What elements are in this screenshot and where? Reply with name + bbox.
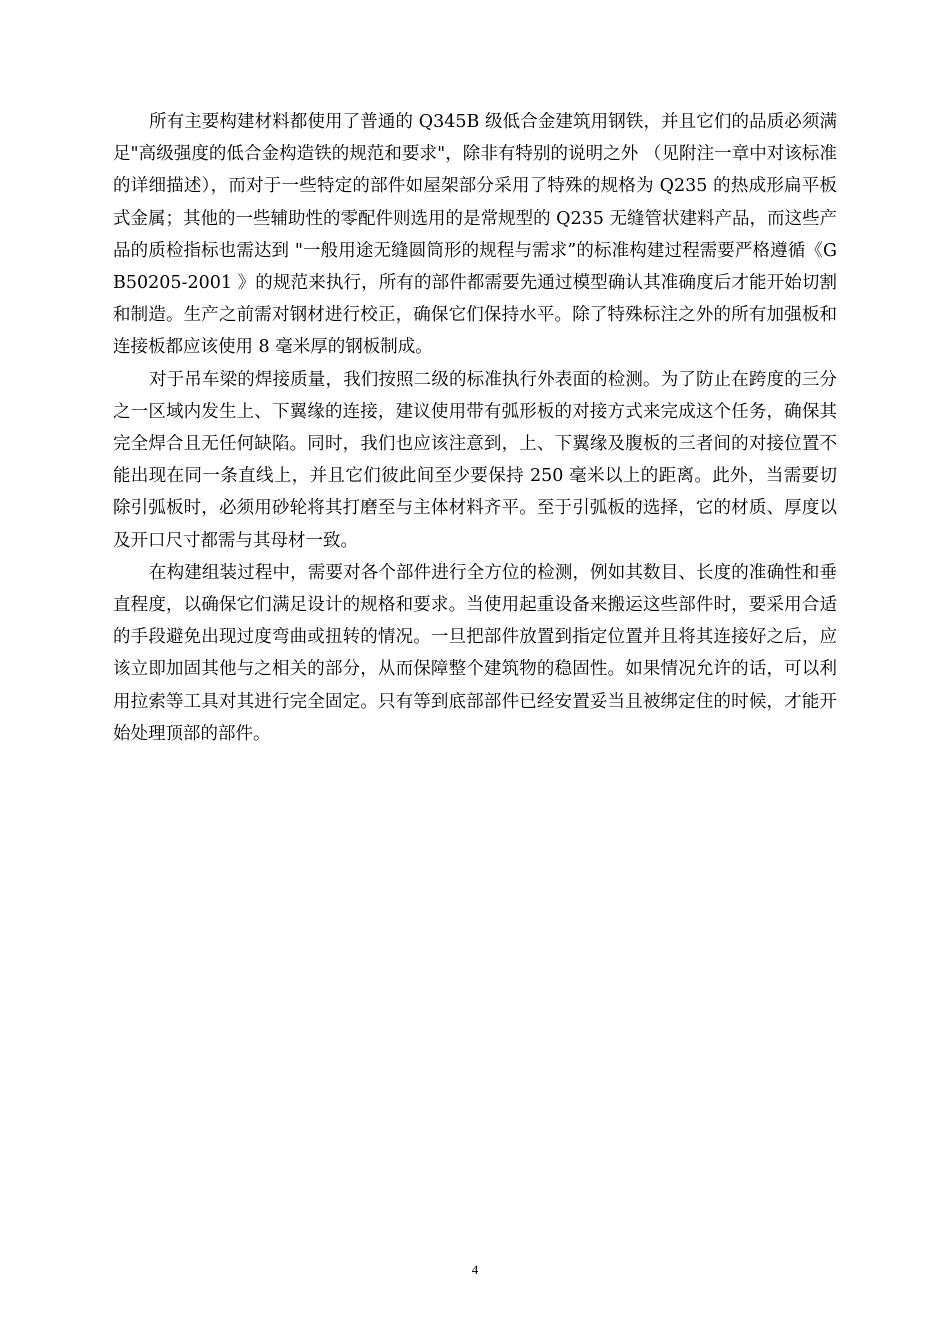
paragraph-welding: 对于吊车梁的焊接质量，我们按照二级的标准执行外表面的检测。为了防止在跨度的三分之一区域内发生上、下翼缘的连接，建议使用带有弧形板的对接方式来完成这个任务，确保其完全焊合且无任何缺陷。同时，我们也应该注意到，上、下翼缘及腹板的三者间的对接位置不能出现在同一条直线上，并且它们彼此间至少要保持 250 毫米以上的距离。此外，当需要切除引弧板时，必须用砂轮将其打磨至与主体材料齐平。至于引弧板的选择，它的材质、厚度以及开口尺寸都需与其母材一致。 (113, 369, 837, 551)
paragraph-assembly: 在构建组装过程中，需要对各个部件进行全方位的检测，例如其数目、长度的准确性和垂直程度，以确保它们满足设计的规格和要求。当使用起重设备来搬运这些部件时，要采用合适的手段避免出现过度弯曲或扭转的情况。一旦把部件放置到指定位置并且将其连接好之后，应该立即加固其他与之相关的部分，从而保障整个建筑物的稳固性。如果情况允许的话，可以利用拉索等工具对其进行完全固定。只有等到底部部件已经安置妥当且被绑定住的时候，才能开始处理顶部的部件。 (113, 562, 837, 744)
page-number: 4 (471, 1262, 479, 1277)
paragraph-materials: 所有主要构建材料都使用了普通的 Q345B 级低合金建筑用钢铁，并且它们的品质必须满足"高级强度的低合金构造铁的规范和要求"，除非有特别的说明之外 （见附注一章中对该标准的详细描述），而对于一些特定的部件如屋架部分采用了特殊的规格为 Q235 的热成形扁平板式金属；其他的一些辅助性的零配件则选用的是常规型的 Q235 无缝管状建料产品，而这些产品的质检指标也需达到 "一般用途无缝圆筒形的规程与需求”的标准构建过程需要严格遵循《GB50205-2001 》的规范来执行，所有的部件都需要先通过模型确认其准确度后才能开始切割和制造。生产之前需对钢材进行校正，确保它们保持水平。除了特殊标注之外的所有加强板和连接板都应该使用 8 毫米厚的钢板制成。 (113, 112, 837, 358)
body-text (113, 106, 837, 750)
